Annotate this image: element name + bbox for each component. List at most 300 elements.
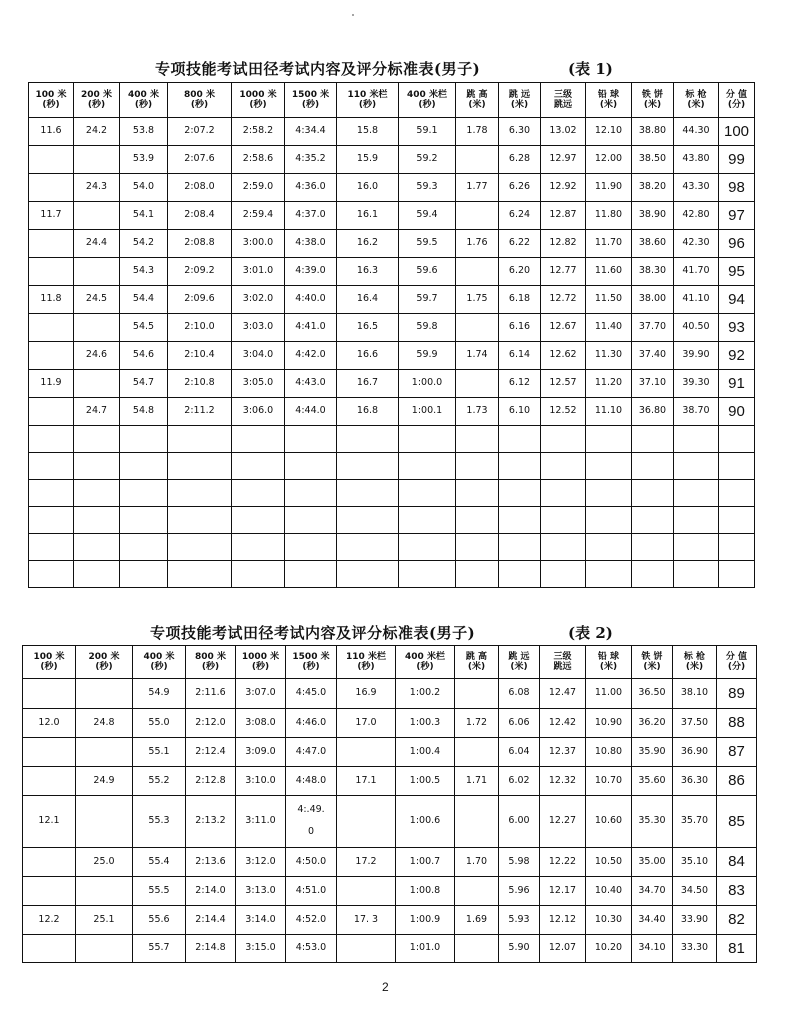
empty-cell: [337, 453, 399, 480]
table-cell: 5.90: [499, 935, 540, 963]
empty-cell: [168, 480, 232, 507]
table-cell: 12.62: [541, 342, 586, 370]
table-cell: 12.72: [541, 286, 586, 314]
header-line: 200 米: [88, 651, 120, 662]
empty-cell: [674, 480, 719, 507]
table-cell: 11.50: [586, 286, 632, 314]
table-cell: 55.7: [133, 935, 186, 963]
table-cell: 6.14: [499, 342, 541, 370]
header-line: (秒): [190, 100, 209, 110]
table-cell: 2:13.2: [186, 796, 236, 848]
table-cell: 12.47: [540, 679, 586, 709]
table1: [28, 82, 755, 588]
table-cell: 2:09.6: [168, 286, 232, 314]
table-row: [29, 258, 755, 286]
table-cell: 53.9: [120, 146, 168, 174]
header-line: 400 米栏: [407, 89, 447, 100]
header-line: 铁 饼: [641, 89, 664, 100]
empty-cell: [120, 480, 168, 507]
empty-cell: [74, 507, 120, 534]
table-cell: 10.70: [586, 767, 632, 796]
table-cell: 2:14.4: [186, 906, 236, 935]
table-cell: 3:04.0: [232, 342, 285, 370]
table-cell: 11.20: [586, 370, 632, 398]
header-line: (秒): [134, 100, 153, 110]
empty-cell: [120, 534, 168, 561]
table1-number: (表 1): [568, 60, 613, 78]
header-line: 跳远: [553, 662, 572, 672]
table-cell: 38.80: [632, 118, 674, 146]
table-cell: 12.1: [23, 796, 76, 848]
table-row: [23, 679, 757, 709]
table-cell: [23, 767, 76, 796]
table-cell: 37.10: [632, 370, 674, 398]
table-cell: 6.08: [499, 679, 540, 709]
table-cell: 10.60: [586, 796, 632, 848]
table-cell: 4:37.0: [285, 202, 337, 230]
empty-cell: [586, 561, 632, 588]
header-line: 110 米栏: [347, 89, 388, 100]
empty-cell: [29, 507, 74, 534]
table-cell: 4:43.0: [285, 370, 337, 398]
empty-cell: [74, 534, 120, 561]
table-cell: 4:47.0: [286, 738, 337, 767]
table-cell: 2:11.6: [186, 679, 236, 709]
table-cell: 12.52: [541, 398, 586, 426]
empty-cell: [29, 534, 74, 561]
table2-title: 专项技能考试田径考试内容及评分标准表(男子): [150, 624, 476, 642]
score-cell: 82: [717, 906, 757, 935]
table-cell: [337, 877, 396, 906]
empty-cell: [632, 507, 674, 534]
table-cell: 16.8: [337, 398, 399, 426]
table-cell: 10.40: [586, 877, 632, 906]
table-cell: 37.70: [632, 314, 674, 342]
table-cell: 1.69: [455, 906, 499, 935]
table-cell: 53.8: [120, 118, 168, 146]
table-cell: 6.02: [499, 767, 540, 796]
table-cell: [456, 146, 499, 174]
table-cell: 2:59.4: [232, 202, 285, 230]
table-row: [29, 286, 755, 314]
table-cell: 3:06.0: [232, 398, 285, 426]
table-cell: 3:00.0: [232, 230, 285, 258]
column-header: [236, 646, 286, 679]
table-cell: 41.70: [674, 258, 719, 286]
empty-cell: [456, 453, 499, 480]
table-cell: 59.9: [399, 342, 456, 370]
table-cell: 2:14.8: [186, 935, 236, 963]
score-cell: 81: [717, 935, 757, 963]
empty-cell: [719, 561, 755, 588]
score-cell: 93: [719, 314, 755, 342]
table-row: [29, 146, 755, 174]
table-cell: 55.3: [133, 796, 186, 848]
table-cell: 1.77: [456, 174, 499, 202]
empty-cell: [120, 507, 168, 534]
table-cell: 55.5: [133, 877, 186, 906]
table-cell: 6.26: [499, 174, 541, 202]
column-header: [586, 646, 632, 679]
column-header: [285, 83, 337, 118]
table-cell: 36.90: [673, 738, 717, 767]
score-cell: 83: [717, 877, 757, 906]
empty-cell: [399, 480, 456, 507]
table-cell: 3:11.0: [236, 796, 286, 848]
table-cell: 11.70: [586, 230, 632, 258]
table-cell: 6.28: [499, 146, 541, 174]
empty-cell: [719, 480, 755, 507]
score-cell: 86: [717, 767, 757, 796]
table-cell: 1:00.1: [399, 398, 456, 426]
column-header: [76, 646, 133, 679]
table-cell: [74, 314, 120, 342]
table-cell: 54.6: [120, 342, 168, 370]
table-cell: 1.73: [456, 398, 499, 426]
table-cell: 6.30: [499, 118, 541, 146]
table-cell: 38.10: [673, 679, 717, 709]
table-cell: [29, 174, 74, 202]
table2: [22, 645, 757, 963]
table-cell: 2:12.0: [186, 709, 236, 738]
table-cell: 6.20: [499, 258, 541, 286]
table-cell: 1.72: [455, 709, 499, 738]
table-cell: 34.50: [673, 877, 717, 906]
empty-cell: [499, 561, 541, 588]
empty-cell: [499, 534, 541, 561]
empty-cell: [541, 534, 586, 561]
header-line: 铅 球: [597, 651, 620, 662]
table-cell: [456, 202, 499, 230]
table-cell: 4:42.0: [285, 342, 337, 370]
table-cell: [29, 342, 74, 370]
column-header: [399, 83, 456, 118]
table-cell: [76, 679, 133, 709]
table-cell: 59.5: [399, 230, 456, 258]
table-row: [29, 118, 755, 146]
table-cell: 3:07.0: [236, 679, 286, 709]
table-cell: 54.3: [120, 258, 168, 286]
table-cell: [74, 146, 120, 174]
empty-cell: [632, 453, 674, 480]
table-cell: 1:00.2: [396, 679, 455, 709]
empty-cell: [337, 561, 399, 588]
table-cell: 4:44.0: [285, 398, 337, 426]
table-cell: 12.42: [540, 709, 586, 738]
scan-speck: [352, 14, 354, 16]
header-line: 三级: [553, 651, 572, 662]
table-cell: 1:00.3: [396, 709, 455, 738]
header-line: 400 米栏: [405, 651, 445, 662]
column-header: [717, 646, 757, 679]
table-cell: 24.6: [74, 342, 120, 370]
table-cell: 6.06: [499, 709, 540, 738]
score-cell: 89: [717, 679, 757, 709]
header-line: (分): [727, 100, 746, 110]
table-row: [29, 174, 755, 202]
score-cell: 85: [717, 796, 757, 848]
column-header: [499, 646, 540, 679]
header-line: (秒): [42, 100, 60, 110]
empty-cell: [74, 426, 120, 453]
table-cell: 12.00: [586, 146, 632, 174]
table-cell: 39.30: [674, 370, 719, 398]
empty-cell: [399, 561, 456, 588]
table-cell: 4:36.0: [285, 174, 337, 202]
empty-cell: [541, 426, 586, 453]
column-header: [396, 646, 455, 679]
table-cell: 11.10: [586, 398, 632, 426]
table-cell: 3:08.0: [236, 709, 286, 738]
table-row: [29, 314, 755, 342]
table-cell: 2:10.8: [168, 370, 232, 398]
empty-cell: [674, 561, 719, 588]
header-line: (秒): [301, 100, 320, 110]
empty-cell: [399, 453, 456, 480]
table-cell: 12.87: [541, 202, 586, 230]
table-cell: 6.12: [499, 370, 541, 398]
table-cell: 59.1: [399, 118, 456, 146]
table-cell: 3:15.0: [236, 935, 286, 963]
table-cell: 2:07.2: [168, 118, 232, 146]
empty-cell: [399, 534, 456, 561]
table-cell: 12.07: [540, 935, 586, 963]
column-header: [337, 646, 396, 679]
column-header: [632, 83, 674, 118]
table-cell: 59.3: [399, 174, 456, 202]
header-line: (米): [510, 662, 528, 672]
empty-cell: [586, 534, 632, 561]
table-cell: 54.0: [120, 174, 168, 202]
header-line: (米): [467, 662, 486, 672]
header-line: 三级: [553, 89, 572, 100]
table-cell: 11.30: [586, 342, 632, 370]
empty-cell: [337, 480, 399, 507]
table-cell: [23, 848, 76, 877]
table-cell: 1.71: [455, 767, 499, 796]
empty-cell: [29, 561, 74, 588]
table-cell: 11.6: [29, 118, 74, 146]
empty-cell: [719, 507, 755, 534]
table-cell: 1:00.0: [399, 370, 456, 398]
header-line: (秒): [358, 100, 377, 110]
score-cell: 88: [717, 709, 757, 738]
table-cell: 55.2: [133, 767, 186, 796]
header-line: 1000 米: [241, 651, 280, 662]
empty-cell: [120, 561, 168, 588]
table-cell: 55.1: [133, 738, 186, 767]
table-cell: 38.30: [632, 258, 674, 286]
table-cell: 34.40: [632, 906, 673, 935]
empty-cell: [120, 426, 168, 453]
table-cell: 54.5: [120, 314, 168, 342]
table-cell: 2:08.0: [168, 174, 232, 202]
table-cell: 4:46.0: [286, 709, 337, 738]
header-line: 800 米: [184, 89, 215, 100]
table-cell: 17.0: [337, 709, 396, 738]
header-line: 1000 米: [239, 89, 277, 100]
empty-cell: [285, 453, 337, 480]
empty-cell: [586, 507, 632, 534]
table-cell: 1.74: [456, 342, 499, 370]
table-cell: 16.0: [337, 174, 399, 202]
table-cell: 59.4: [399, 202, 456, 230]
table-cell: 12.67: [541, 314, 586, 342]
score-cell: 96: [719, 230, 755, 258]
column-header: [586, 83, 632, 118]
header-line: (分): [727, 662, 746, 672]
table-row: [29, 398, 755, 426]
table-cell: 2:12.8: [186, 767, 236, 796]
empty-row: [29, 480, 755, 507]
table-cell: [456, 370, 499, 398]
empty-cell: [29, 426, 74, 453]
empty-cell: [456, 507, 499, 534]
table-cell: 12.37: [540, 738, 586, 767]
table-cell: 6.04: [499, 738, 540, 767]
table-cell: 54.7: [120, 370, 168, 398]
empty-cell: [541, 480, 586, 507]
table-cell: 42.80: [674, 202, 719, 230]
table-cell: 16.6: [337, 342, 399, 370]
table-cell: 24.4: [74, 230, 120, 258]
table-cell: [29, 398, 74, 426]
table-cell: [76, 738, 133, 767]
table-cell: 5.93: [499, 906, 540, 935]
column-header: [541, 83, 586, 118]
table-cell: 12.27: [540, 796, 586, 848]
empty-cell: [499, 426, 541, 453]
table-cell: 2:09.2: [168, 258, 232, 286]
table-cell: 4:53.0: [286, 935, 337, 963]
table-cell: 6.10: [499, 398, 541, 426]
table-cell: 33.30: [673, 935, 717, 963]
column-header: [23, 646, 76, 679]
table-cell: 38.70: [674, 398, 719, 426]
table-cell: 1:00.5: [396, 767, 455, 796]
table-cell: 16.7: [337, 370, 399, 398]
empty-cell: [499, 507, 541, 534]
empty-cell: [337, 507, 399, 534]
empty-cell: [285, 480, 337, 507]
table-cell: 54.2: [120, 230, 168, 258]
table-cell: 12.97: [541, 146, 586, 174]
table-cell: 10.30: [586, 906, 632, 935]
empty-cell: [168, 426, 232, 453]
table-cell: 12.22: [540, 848, 586, 877]
column-header: [186, 646, 236, 679]
table2-number: (表 2): [568, 624, 613, 642]
table-cell: 2:12.4: [186, 738, 236, 767]
header-line: (米): [685, 662, 704, 672]
header-line: 铁 饼: [641, 651, 663, 662]
score-cell: 100: [719, 118, 755, 146]
table-cell: 12.2: [23, 906, 76, 935]
empty-cell: [285, 534, 337, 561]
table-cell: 3:14.0: [236, 906, 286, 935]
header-line: (米): [468, 100, 486, 110]
table-row: [23, 935, 757, 963]
header-line: 跳 高: [466, 89, 488, 100]
empty-cell: [399, 426, 456, 453]
header-line: 跳 远: [508, 89, 531, 100]
table-cell: 3:03.0: [232, 314, 285, 342]
score-cell: 90: [719, 398, 755, 426]
table-cell: 38.00: [632, 286, 674, 314]
header-line: (秒): [40, 662, 58, 672]
column-header: [719, 83, 755, 118]
header-line: (秒): [416, 662, 434, 672]
table-cell: [23, 738, 76, 767]
empty-row: [29, 507, 755, 534]
header-line: 跳 高: [465, 651, 488, 662]
empty-cell: [29, 480, 74, 507]
table-cell: 10.90: [586, 709, 632, 738]
column-header: [456, 83, 499, 118]
empty-cell: [74, 453, 120, 480]
table-cell: 2:08.4: [168, 202, 232, 230]
empty-cell: [399, 507, 456, 534]
table-cell: 12.10: [586, 118, 632, 146]
empty-row: [29, 426, 755, 453]
table-cell: 16.2: [337, 230, 399, 258]
table-cell: 16.5: [337, 314, 399, 342]
table-cell: 3:13.0: [236, 877, 286, 906]
header-line: 分 值: [725, 651, 748, 662]
header-line: (米): [599, 100, 618, 110]
header-line: 100 米: [35, 89, 67, 100]
column-header: [674, 83, 719, 118]
table-cell: 36.30: [673, 767, 717, 796]
table-cell: 4:35.2: [285, 146, 337, 174]
table-cell: [455, 738, 499, 767]
empty-cell: [337, 534, 399, 561]
table-cell: 16.4: [337, 286, 399, 314]
header-line: 100 米: [33, 651, 65, 662]
table-cell: 24.5: [74, 286, 120, 314]
table-cell: [456, 314, 499, 342]
empty-cell: [120, 453, 168, 480]
header-line: 标 枪: [685, 89, 707, 100]
table-cell: 42.30: [674, 230, 719, 258]
table-cell: 38.90: [632, 202, 674, 230]
empty-cell: [456, 534, 499, 561]
table-cell: [74, 258, 120, 286]
table-cell: 12.17: [540, 877, 586, 906]
empty-cell: [541, 507, 586, 534]
empty-cell: [719, 534, 755, 561]
table-cell: 4:38.0: [285, 230, 337, 258]
empty-cell: [74, 480, 120, 507]
empty-cell: [719, 426, 755, 453]
table-cell: [74, 202, 120, 230]
table-cell: 5.98: [499, 848, 540, 877]
empty-cell: [586, 426, 632, 453]
header-line: 110 米栏: [346, 651, 386, 662]
empty-cell: [719, 453, 755, 480]
header-line: 200 米: [81, 89, 112, 100]
table-cell: 4:45.0: [286, 679, 337, 709]
table-cell: 37.50: [673, 709, 717, 738]
table-cell: 11.90: [586, 174, 632, 202]
table-row: [23, 906, 757, 935]
empty-cell: [285, 561, 337, 588]
header-line: (秒): [201, 662, 220, 672]
empty-cell: [632, 561, 674, 588]
table-cell: 35.00: [632, 848, 673, 877]
table-cell: 2:07.6: [168, 146, 232, 174]
table-cell: 12.32: [540, 767, 586, 796]
